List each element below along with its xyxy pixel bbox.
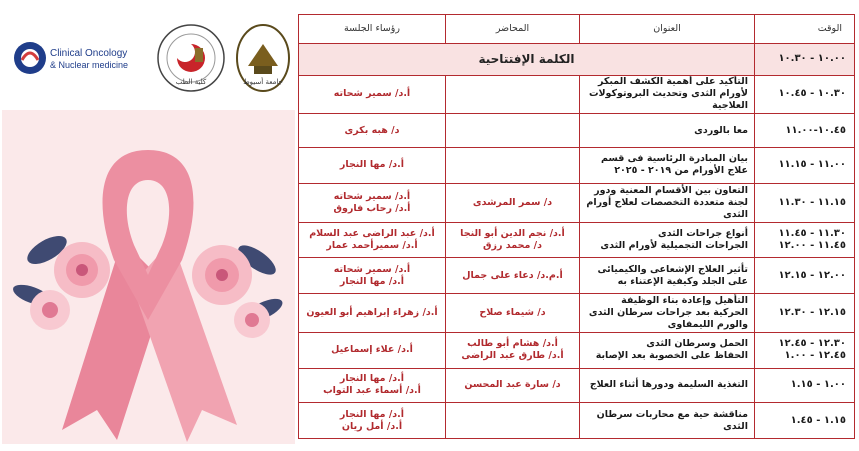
- time-cell: ١٠.٤٥-١١.٠٠: [755, 114, 855, 148]
- speaker-cell: [446, 403, 580, 439]
- chairs-cell: أ.د/ سمير شحاته أ.د/ رحاب فاروق: [299, 183, 446, 222]
- time-cell: ١.٠٠ - ١.١٥: [755, 368, 855, 403]
- table-row: [299, 147, 855, 183]
- right-flowers: [192, 240, 286, 338]
- chairs-cell: د/ هبه بكرى: [299, 114, 446, 148]
- chairs-cell: أ.د/ سمير شحاته: [299, 75, 446, 114]
- topic-cell: التأهيل وإعادة بناء الوظيفة الحركية بعد جراحات سرطان الثدى والورم الليمفاوى: [580, 293, 755, 332]
- conference-schedule-table: [298, 14, 855, 439]
- speaker-cell: أ.د/ نجم الدين أبو النجا د/ محمد رزق: [446, 222, 580, 258]
- chairs-cell: أ.د/ مها النجار أ.د/ أسماء عبد التواب: [299, 368, 446, 403]
- time-cell: ١١.٣٠ - ١١.٤٥ ١١.٤٥ - ١٢.٠٠: [755, 222, 855, 258]
- university-name: جامعة أسيوط: [243, 78, 283, 86]
- topic-cell: التغذية السليمة ودورها أثناء العلاج: [580, 368, 755, 403]
- time-cell: ١١.١٥ - ١١.٣٠: [755, 183, 855, 222]
- chairs-cell: أ.د/ مها النجار أ.د/ أمل ريان: [299, 403, 446, 439]
- chairs-cell: أ.د/ سمير شحاته أ.د/ مها النجار: [299, 258, 446, 294]
- time-cell: ١٢.١٥ - ١٢.٣٠: [755, 293, 855, 332]
- oncology-department-logo: [8, 18, 152, 98]
- speaker-cell: أ.م.د/ دعاء على جمال: [446, 258, 580, 294]
- opening-row: [299, 44, 855, 76]
- oncology-text-1: Clinical Oncology: [50, 48, 128, 59]
- speaker-cell: [446, 147, 580, 183]
- header-speaker: المحاضر: [446, 15, 580, 44]
- time-cell: ١٢.٣٠ - ١٢.٤٥ ١٢.٤٥ - ١.٠٠: [755, 332, 855, 368]
- table-row: [299, 293, 855, 332]
- topic-cell: التأكيد على أهمية الكشف المبكر لأورام الثدى وتحديث البروتوكولات العلاجية: [580, 75, 755, 114]
- topic-cell: بيان المبادرة الرئاسية فى قسم علاج الأورام من ٢٠١٩ - ٢٠٢٥: [580, 147, 755, 183]
- chairs-cell: أ.د/ عبد الراضى عبد السلام أ.د/ سميرأحمد عمار: [299, 222, 446, 258]
- topic-cell: التعاون بين الأقسام المعنية ودور لجنة متعددة التخصصات لعلاج أورام الثدى: [580, 183, 755, 222]
- table-row: [299, 368, 855, 403]
- oncology-text-2: & Nuclear medicine: [50, 60, 129, 70]
- time-cell: ١١.٠٠ - ١١.١٥: [755, 147, 855, 183]
- time-cell: ١.١٥ - ١.٤٥: [755, 403, 855, 439]
- chairs-cell: أ.د/ علاء إسماعيل: [299, 332, 446, 368]
- decorative-panel: [0, 14, 298, 446]
- time-cell: ١٠.٠٠ - ١٠.٣٠: [755, 44, 855, 76]
- schedule-body: [299, 44, 855, 439]
- time-cell: ١٢.٠٠ - ١٢.١٥: [755, 258, 855, 294]
- header-topic: العنوان: [580, 15, 755, 44]
- table-row: [299, 114, 855, 148]
- speaker-cell: [446, 75, 580, 114]
- topic-cell: أنواع جراحات الثدى الجراحات التجميلية لأورام الثدى: [580, 222, 755, 258]
- speaker-cell: د/ شيماء صلاح: [446, 293, 580, 332]
- topic-cell: الحمل وسرطان الثدى الحفاظ على الخصوبة بعد الإصابة: [580, 332, 755, 368]
- left-flowers: [10, 230, 110, 330]
- table-row: [299, 332, 855, 368]
- table-row: [299, 222, 855, 258]
- time-cell: ١٠.٣٠ - ١٠.٤٥: [755, 75, 855, 114]
- header-chairs: رؤساء الجلسة: [299, 15, 446, 44]
- opening-title-cell: الكلمة الإفتتاحية: [299, 44, 755, 76]
- speaker-cell: د/ سمر المرشدى: [446, 183, 580, 222]
- topic-cell: تأثير العلاج الإشعاعى والكيميائى على الجلد وكيفية الإعتناء به: [580, 258, 755, 294]
- table-row: [299, 183, 855, 222]
- speaker-cell: د/ سارة عبد المحسن: [446, 368, 580, 403]
- header-time: الوقت: [755, 15, 855, 44]
- faculty-of-medicine-logo: [154, 18, 228, 98]
- table-row: [299, 403, 855, 439]
- pink-ribbon-illustration: [2, 110, 295, 444]
- topic-cell: معا بالوردى: [580, 114, 755, 148]
- faculty-name: كلية الطب: [175, 78, 207, 86]
- speaker-cell: [446, 114, 580, 148]
- assiut-university-logo: [232, 18, 294, 98]
- table-row: [299, 258, 855, 294]
- chairs-cell: أ.د/ زهراء إبراهيم أبو العيون: [299, 293, 446, 332]
- table-row: [299, 75, 855, 114]
- chairs-cell: أ.د/ مها النجار: [299, 147, 446, 183]
- table-header-row: [299, 15, 855, 44]
- speaker-cell: أ.د/ هشام أبو طالب أ.د/ طارق عبد الراضى: [446, 332, 580, 368]
- topic-cell: مناقشة حية مع محاربات سرطان الثدى: [580, 403, 755, 439]
